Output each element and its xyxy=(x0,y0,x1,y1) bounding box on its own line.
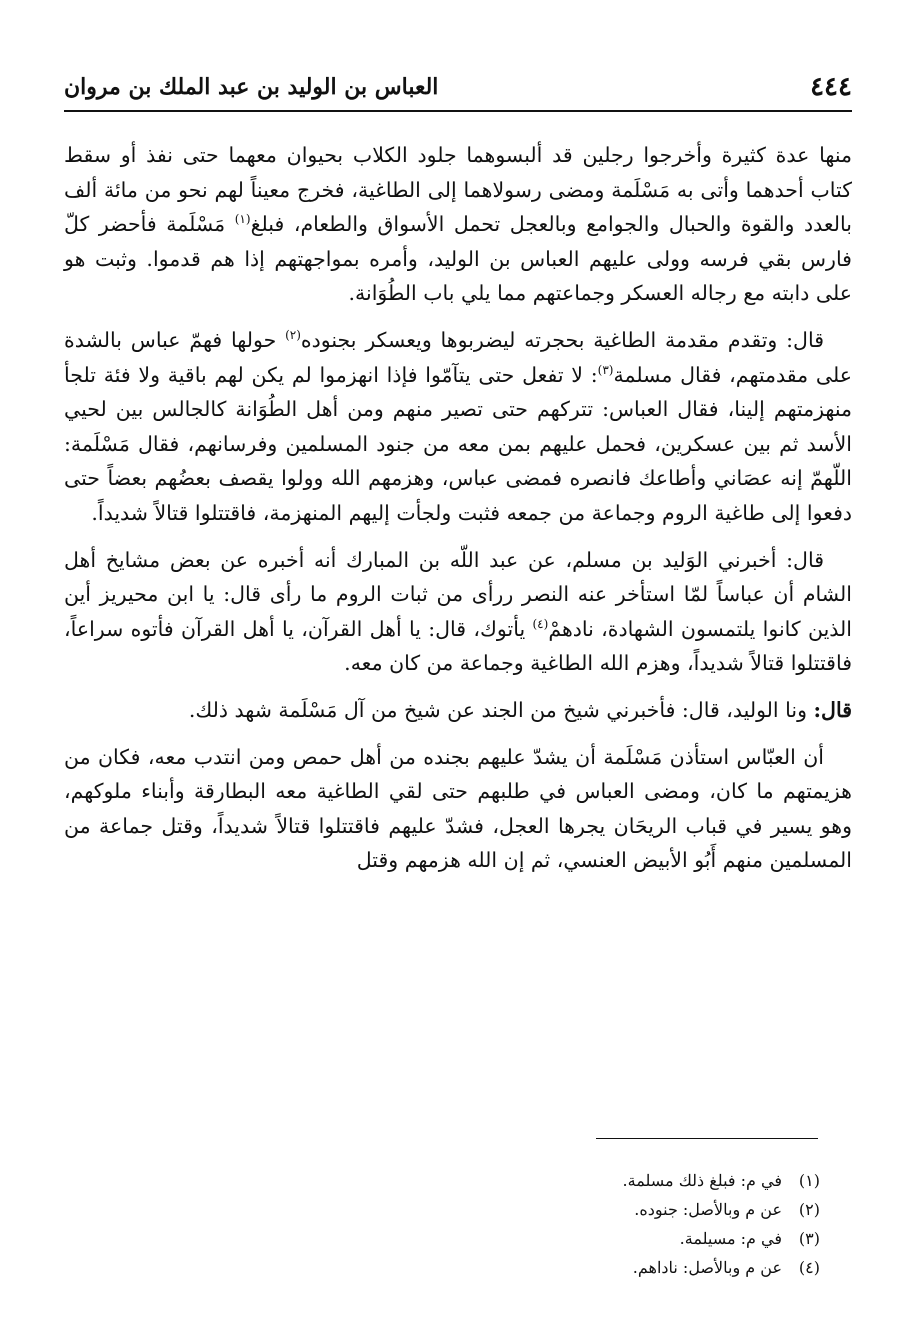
running-title: العباس بن الوليد بن عبد الملك بن مروان xyxy=(64,74,439,100)
page-number: ٤٤٤ xyxy=(810,72,852,102)
footnote-4-number: (٤) xyxy=(798,1258,820,1277)
paragraph-1-text-b: مَسْلَمة فأحضر كلّ فارس بقي فرسه وولى عليهم العباس بن الوليد، وأمره بمواجهتهم إذا هم قدموا. وثبت هو على دابته مع رجاله العسكر وجماعتهم مما يلي باب الطُوَانة. xyxy=(64,212,852,306)
paragraph-2-text-b: حولها فهمّ عباس بالشدة على مقدمتهم، فقال مسلمة xyxy=(64,327,852,387)
footnote-1 xyxy=(64,1166,820,1195)
main-text xyxy=(64,138,852,890)
paragraph-2-text-c: : لا تفعل حتى يتآمّوا فإذا انهزموا لم يكن لهم باقية ولا فئة تلجأ منهزمتهم إلينا، فقال العباس: تتركهم حتى تصير منهم ومن أهل الطُوَانة كالجالس بين لحيي الأسد ثم بين عسكرين، فحمل عليهم بمن معه من جنود المسلمين وفرسانهم، فقال مَسْلَمة: اللّهمّ إنه عصَاني وأطاعك فانصره فمضى عباس، وهزمهم الله وولوا يقصف بعضُهم بعضاً حتى دفعوا إلى طاغية الروم وجماعة من جمعه فثبت ولجأت إليهم المنهزمة، فاقتتلوا قتالاً شديداً. xyxy=(64,362,852,525)
footnote-1-number: (١) xyxy=(798,1171,820,1190)
footnote-marker-2: (٢) xyxy=(285,328,301,343)
footnote-marker-3: (٣) xyxy=(597,362,614,377)
paragraph-3 xyxy=(64,543,852,681)
paragraph-5 xyxy=(64,740,852,878)
header-rule xyxy=(64,110,852,112)
paragraph-2-text-a: قال: وتقدم مقدمة الطاغية بحجرته ليضربوها ويعسكر بجنوده xyxy=(300,327,824,352)
paragraph-3-text-b: يأتوك، قال: يا أهل القرآن، يا أهل القرآن فأتوه سراعاً، فاقتتلوا قتالاً شديداً، وهزم الله الطاغية وجماعة من كان معه. xyxy=(64,616,852,676)
paragraph-5-text: أن العبّاس استأذن مَسْلَمة أن يشدّ عليهم بجنده من أهل حمص ومن انتدب معه، فكان من هزيمتهم ما كان، ومضى العباس في طلبهم حتى لقي الطاغية معه البطارقة وأبناء ملوكهم، وهو يسير في قباب الريحَان يجرها العجل، فشدّ عليهم فاقتتلوا قتالاً شديداً، وقتل جماعة من المسلمين منهم أَبُو الأبيض العنسي، ثم إن الله هزمهم وقتل xyxy=(64,744,852,873)
footnotes xyxy=(64,1166,820,1282)
paragraph-4-text: ونا الوليد، قال: فأخبرني شيخ من الجند عن شيخ من آل مَسْلَمة شهد ذلك. xyxy=(188,697,814,722)
footnote-4 xyxy=(64,1253,820,1282)
footnote-1-text: في م: فبلغ ذلك مسلمة. xyxy=(622,1171,782,1190)
footnote-3-text: في م: مسيلمة. xyxy=(679,1229,782,1248)
footnote-rule xyxy=(596,1138,818,1139)
footnote-2 xyxy=(64,1195,820,1224)
paragraph-2 xyxy=(64,323,852,531)
paragraph-1 xyxy=(64,138,852,311)
footnote-2-number: (٢) xyxy=(798,1200,820,1219)
paragraph-4 xyxy=(64,693,852,728)
paragraph-3-text-a: قال: أخبرني الوَليد بن مسلم، عن عبد اللّه بن المبارك أنه أخبره عن بعض مشايخ أهل الشام أن عباساً لمّا استأخر عنه النصر ررأى من ثبات الروم ما رأى قال: يا ابن محيريز أين الذين كانوا يلتمسون الشهادة، نادهمْ xyxy=(64,547,853,641)
page-header xyxy=(64,70,852,110)
paragraph-1-text-a: منها عدة كثيرة وأخرجوا رجلين قد ألبسوهما جلود الكلاب بحيوان معهما حتى نفذ أو سقط كتاب أحدهما وأتى به مَسْلَمة ومضى رسولاهما إلى الطاغية، فخرج معيناً لهم نحو من مائة ألف بالعدد والقوة والحبال والجوامع وبالعجل تحمل الأسواق والطعام، فبلغ xyxy=(64,143,852,237)
footnote-4-text: عن م وبالأصل: ناداهم. xyxy=(632,1258,782,1277)
footnote-2-text: عن م وبالأصل: جنوده. xyxy=(634,1200,782,1219)
footnote-marker-4: (٤) xyxy=(532,616,549,631)
paragraph-4-lead: قال: xyxy=(813,697,852,722)
footnote-3 xyxy=(64,1224,820,1253)
footnote-3-number: (٣) xyxy=(798,1229,820,1248)
footnote-marker-1: (١) xyxy=(234,212,251,227)
